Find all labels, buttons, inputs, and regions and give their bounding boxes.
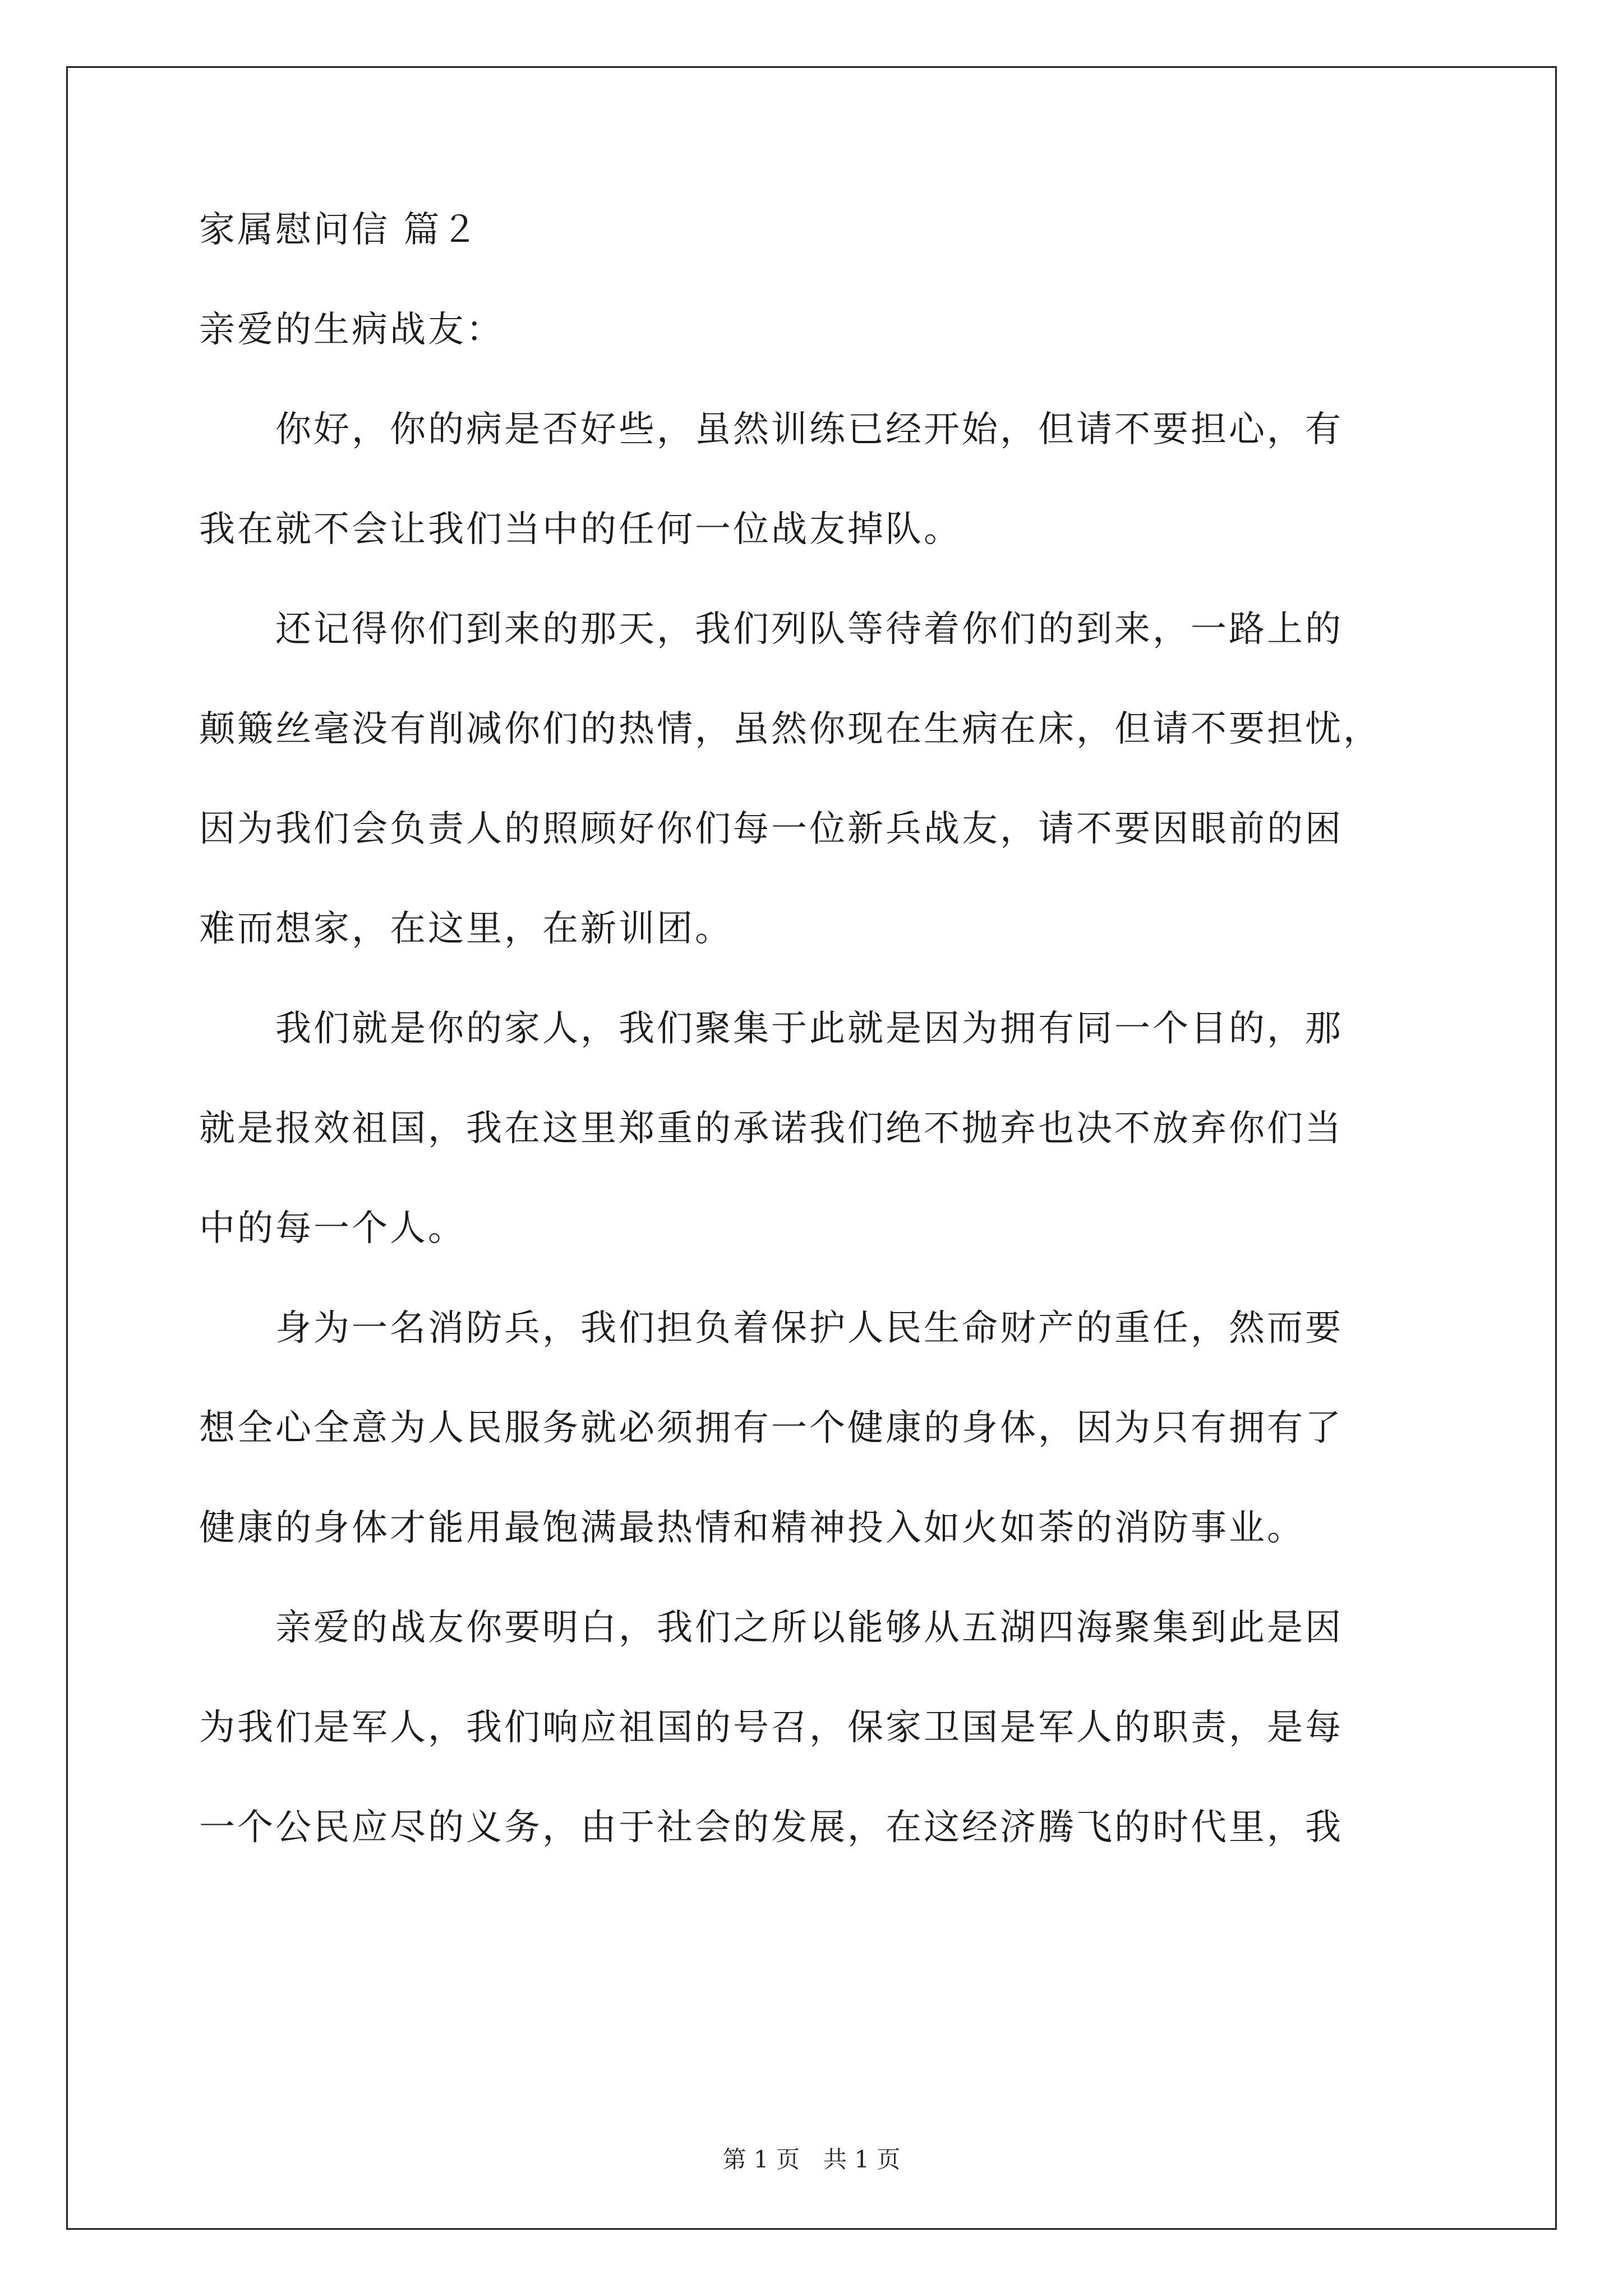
body-line: 我在就不会让我们当中的任何一位战友掉队。 (199, 509, 962, 550)
body-line: 身为一名消防兵，我们担负着保护人民生命财产的重任，然而要 (199, 1308, 1343, 1349)
body-line: 健康的身体才能用最饱满最热情和精神投入如火如荼的消防事业。 (199, 1507, 1305, 1549)
body-line: 因为我们会负责人的照顾好你们每一位新兵战友，请不要因眼前的困 (199, 808, 1343, 850)
body-line: 中的每一个人。 (199, 1208, 466, 1249)
body-line: 就是报效祖国，我在这里郑重的承诺我们绝不抛弃也决不放弃你们当 (199, 1108, 1343, 1149)
salutation: 亲爱的生病战友： (199, 309, 504, 351)
body-line: 你好，你的病是否好些，虽然训练已经开始，但请不要担心，有 (199, 409, 1343, 450)
body-line: 难而想家，在这里，在新训团。 (199, 908, 733, 950)
page-footer: 第 1 页 共 1 页 (722, 2146, 901, 2173)
body-line: 想全心全意为人民服务就必须拥有一个健康的身体，因为只有拥有了 (199, 1407, 1343, 1449)
document-title: 家属慰问信 篇２ (199, 209, 480, 251)
body-line: 颠簸丝毫没有削减你们的热情，虽然你现在生病在床，但请不要担忧， (199, 708, 1381, 750)
body-line: 一个公民应尽的义务，由于社会的发展，在这经济腾飞的时代里，我 (199, 1807, 1343, 1848)
body-line: 为我们是军人，我们响应祖国的号召，保家卫国是军人的职责，是每 (199, 1707, 1343, 1749)
body-line: 亲爱的战友你要明白，我们之所以能够从五湖四海聚集到此是因 (199, 1607, 1343, 1649)
body-line: 我们就是你的家人，我们聚集于此就是因为拥有同一个目的，那 (199, 1008, 1343, 1050)
body-line: 还记得你们到来的那天，我们列队等待着你们的到来，一路上的 (199, 609, 1343, 650)
